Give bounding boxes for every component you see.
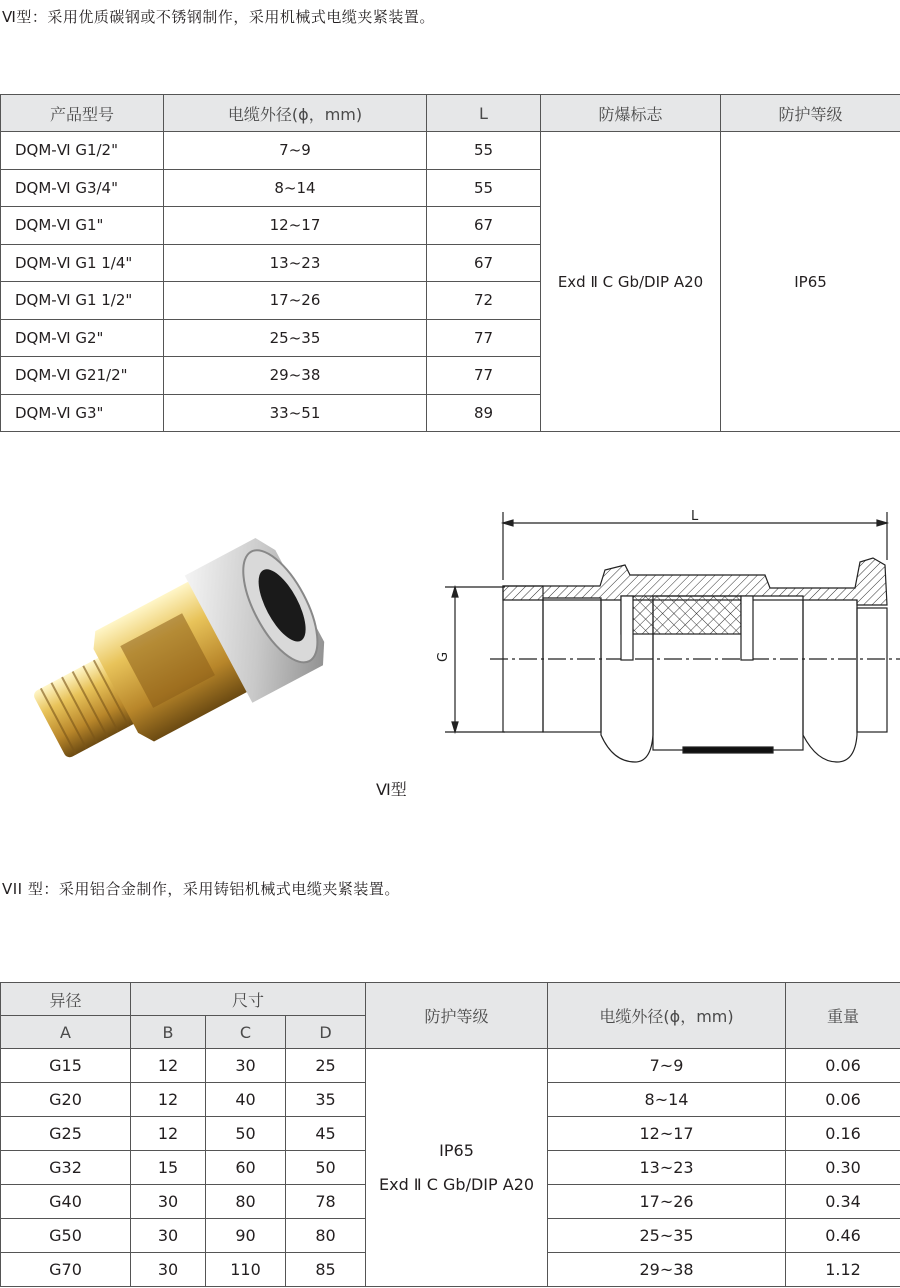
size-d-cell: 45 xyxy=(286,1117,366,1151)
header-protection: 防护等级 xyxy=(366,983,548,1049)
table-header-row xyxy=(1,95,900,132)
size-d-cell: 85 xyxy=(286,1253,366,1287)
size-a-cell: G70 xyxy=(1,1253,131,1287)
size-c-cell: 40 xyxy=(206,1083,286,1117)
size-b-cell: 30 xyxy=(131,1253,206,1287)
cable-diameter-cell: 13~23 xyxy=(548,1151,786,1185)
header-c: C xyxy=(206,1016,286,1049)
cable-diameter-cell: 12~17 xyxy=(164,207,427,245)
model-cell: DQM-Ⅵ G2" xyxy=(1,319,164,357)
header-length: L xyxy=(427,95,541,132)
weight-cell: 0.06 xyxy=(786,1049,900,1083)
size-d-cell: 80 xyxy=(286,1219,366,1253)
protection-cell: IP65 xyxy=(721,132,900,432)
length-cell: 67 xyxy=(427,207,541,245)
weight-cell: 0.30 xyxy=(786,1151,900,1185)
dimension-label-l: L xyxy=(691,509,699,524)
header-d: D xyxy=(286,1016,366,1049)
header-size: 尺寸 xyxy=(131,983,366,1016)
size-a-cell: G15 xyxy=(1,1049,131,1083)
header-model: 产品型号 xyxy=(1,95,164,132)
length-cell: 67 xyxy=(427,244,541,282)
section-7-heading: VII 型：采用铝合金制作，采用铸铝机械式电缆夹紧装置。 xyxy=(2,880,400,898)
cable-diameter-cell: 8~14 xyxy=(548,1083,786,1117)
ex-mark-value: Exd Ⅱ C Gb/DIP A20 xyxy=(378,1174,535,1194)
size-b-cell: 12 xyxy=(131,1049,206,1083)
table-header-row xyxy=(1,983,900,1016)
size-a-cell: G50 xyxy=(1,1219,131,1253)
size-c-cell: 90 xyxy=(206,1219,286,1253)
size-a-cell: G40 xyxy=(1,1185,131,1219)
product-photo xyxy=(15,505,325,780)
header-reducer: 异径 xyxy=(1,983,131,1016)
cable-diameter-cell: 33~51 xyxy=(164,394,427,432)
type-6-spec-table xyxy=(0,94,900,432)
size-b-cell: 12 xyxy=(131,1117,206,1151)
size-c-cell: 50 xyxy=(206,1117,286,1151)
length-cell: 55 xyxy=(427,132,541,170)
length-cell: 77 xyxy=(427,357,541,395)
weight-cell: 1.12 xyxy=(786,1253,900,1287)
size-a-cell: G25 xyxy=(1,1117,131,1151)
size-a-cell: G32 xyxy=(1,1151,131,1185)
protection-value: IP65 xyxy=(439,1140,474,1160)
size-d-cell: 25 xyxy=(286,1049,366,1083)
size-c-cell: 80 xyxy=(206,1185,286,1219)
cable-diameter-cell: 7~9 xyxy=(548,1049,786,1083)
size-b-cell: 30 xyxy=(131,1185,206,1219)
type-7-spec-table xyxy=(0,982,900,1287)
cable-diameter-cell: 29~38 xyxy=(164,357,427,395)
cable-diameter-cell: 12~17 xyxy=(548,1117,786,1151)
protection-and-ex-mark-cell xyxy=(366,1049,548,1287)
model-cell: DQM-Ⅵ G1 1/2" xyxy=(1,282,164,320)
header-a: A xyxy=(1,1016,131,1049)
weight-cell: 0.34 xyxy=(786,1185,900,1219)
header-cable-diameter: 电缆外径(ϕ，mm) xyxy=(548,983,786,1049)
size-d-cell: 50 xyxy=(286,1151,366,1185)
section-6-heading: Ⅵ型：采用优质碳钢或不锈钢制作，采用机械式电缆夹紧装置。 xyxy=(2,8,435,26)
length-cell: 89 xyxy=(427,394,541,432)
header-protection: 防护等级 xyxy=(721,95,900,132)
weight-cell: 0.46 xyxy=(786,1219,900,1253)
size-c-cell: 60 xyxy=(206,1151,286,1185)
ex-mark-cell: Exd Ⅱ C Gb/DIP A20 xyxy=(541,132,721,432)
header-b: B xyxy=(131,1016,206,1049)
technical-drawing xyxy=(425,500,900,775)
cable-diameter-cell: 17~26 xyxy=(164,282,427,320)
weight-cell: 0.16 xyxy=(786,1117,900,1151)
size-c-cell: 30 xyxy=(206,1049,286,1083)
cable-diameter-cell: 7~9 xyxy=(164,132,427,170)
length-cell: 55 xyxy=(427,169,541,207)
table-row xyxy=(1,1049,900,1083)
size-a-cell: G20 xyxy=(1,1083,131,1117)
header-ex-mark: 防爆标志 xyxy=(541,95,721,132)
size-b-cell: 12 xyxy=(131,1083,206,1117)
model-cell: DQM-Ⅵ G3/4" xyxy=(1,169,164,207)
cable-diameter-cell: 17~26 xyxy=(548,1185,786,1219)
model-cell: DQM-Ⅵ G21/2" xyxy=(1,357,164,395)
cable-diameter-cell: 25~35 xyxy=(548,1219,786,1253)
model-cell: DQM-Ⅵ G3" xyxy=(1,394,164,432)
length-cell: 72 xyxy=(427,282,541,320)
header-cable-diameter: 电缆外径(ϕ，mm) xyxy=(164,95,427,132)
cable-diameter-cell: 13~23 xyxy=(164,244,427,282)
cable-diameter-cell: 25~35 xyxy=(164,319,427,357)
size-b-cell: 30 xyxy=(131,1219,206,1253)
dimension-label-g: G xyxy=(436,651,451,662)
model-cell: DQM-Ⅵ G1" xyxy=(1,207,164,245)
size-c-cell: 110 xyxy=(206,1253,286,1287)
header-weight: 重量 xyxy=(786,983,900,1049)
size-b-cell: 15 xyxy=(131,1151,206,1185)
size-d-cell: 35 xyxy=(286,1083,366,1117)
table-row xyxy=(1,132,900,170)
model-cell: DQM-Ⅵ G1/2" xyxy=(1,132,164,170)
model-cell: DQM-Ⅵ G1 1/4" xyxy=(1,244,164,282)
length-cell: 77 xyxy=(427,319,541,357)
cable-diameter-cell: 8~14 xyxy=(164,169,427,207)
figure-caption: Ⅵ型 xyxy=(376,780,407,799)
size-d-cell: 78 xyxy=(286,1185,366,1219)
cable-diameter-cell: 29~38 xyxy=(548,1253,786,1287)
weight-cell: 0.06 xyxy=(786,1083,900,1117)
